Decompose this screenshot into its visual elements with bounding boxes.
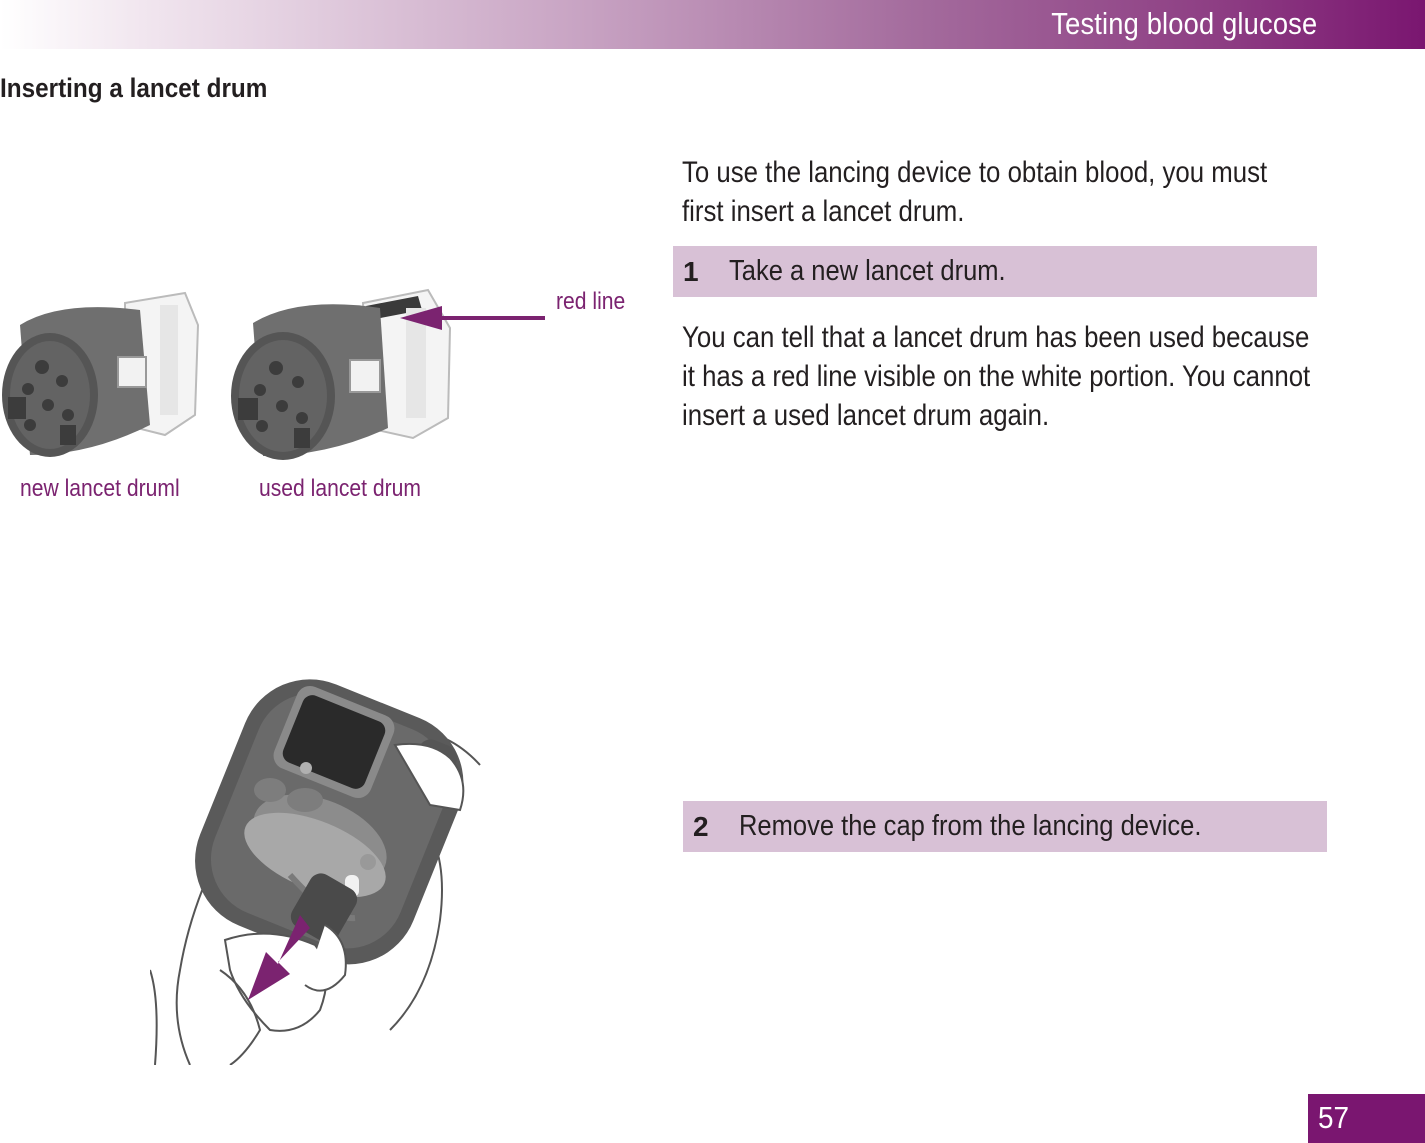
step-1-number: 1 [683, 255, 699, 287]
step-1-bar [673, 246, 1317, 297]
explanation-line-1: You can tell that a lancet drum has been used because [682, 321, 1310, 354]
explanation-line-3: insert a used lancet drum again. [682, 399, 1050, 432]
red-line-arrow [400, 300, 550, 336]
step-2-text: Remove the cap from the lancing device. [739, 810, 1202, 842]
step-1-text: Take a new lancet drum. [729, 255, 1006, 287]
page-number: 57 [1318, 1100, 1350, 1135]
section-title: Inserting a lancet drum [0, 73, 268, 103]
new-lancet-drum-image [0, 285, 200, 460]
explanation-line-2: it has a red line visible on the white portion. You cannot [682, 360, 1311, 393]
header-title: Testing blood glucose [1050, 6, 1317, 41]
intro-line-2: first insert a lancet drum. [682, 195, 965, 228]
intro-line-1: To use the lancing device to obtain blood, you must [682, 156, 1268, 189]
step-2-bar [683, 801, 1327, 852]
red-line-caption: red line [556, 288, 626, 315]
used-drum-caption: used lancet drum [259, 475, 422, 502]
page-number-box [1308, 1094, 1425, 1143]
lancing-device-cap-removal-image [150, 670, 485, 1065]
new-drum-caption: new lancet druml [20, 475, 180, 502]
step-2-number: 2 [693, 810, 709, 842]
